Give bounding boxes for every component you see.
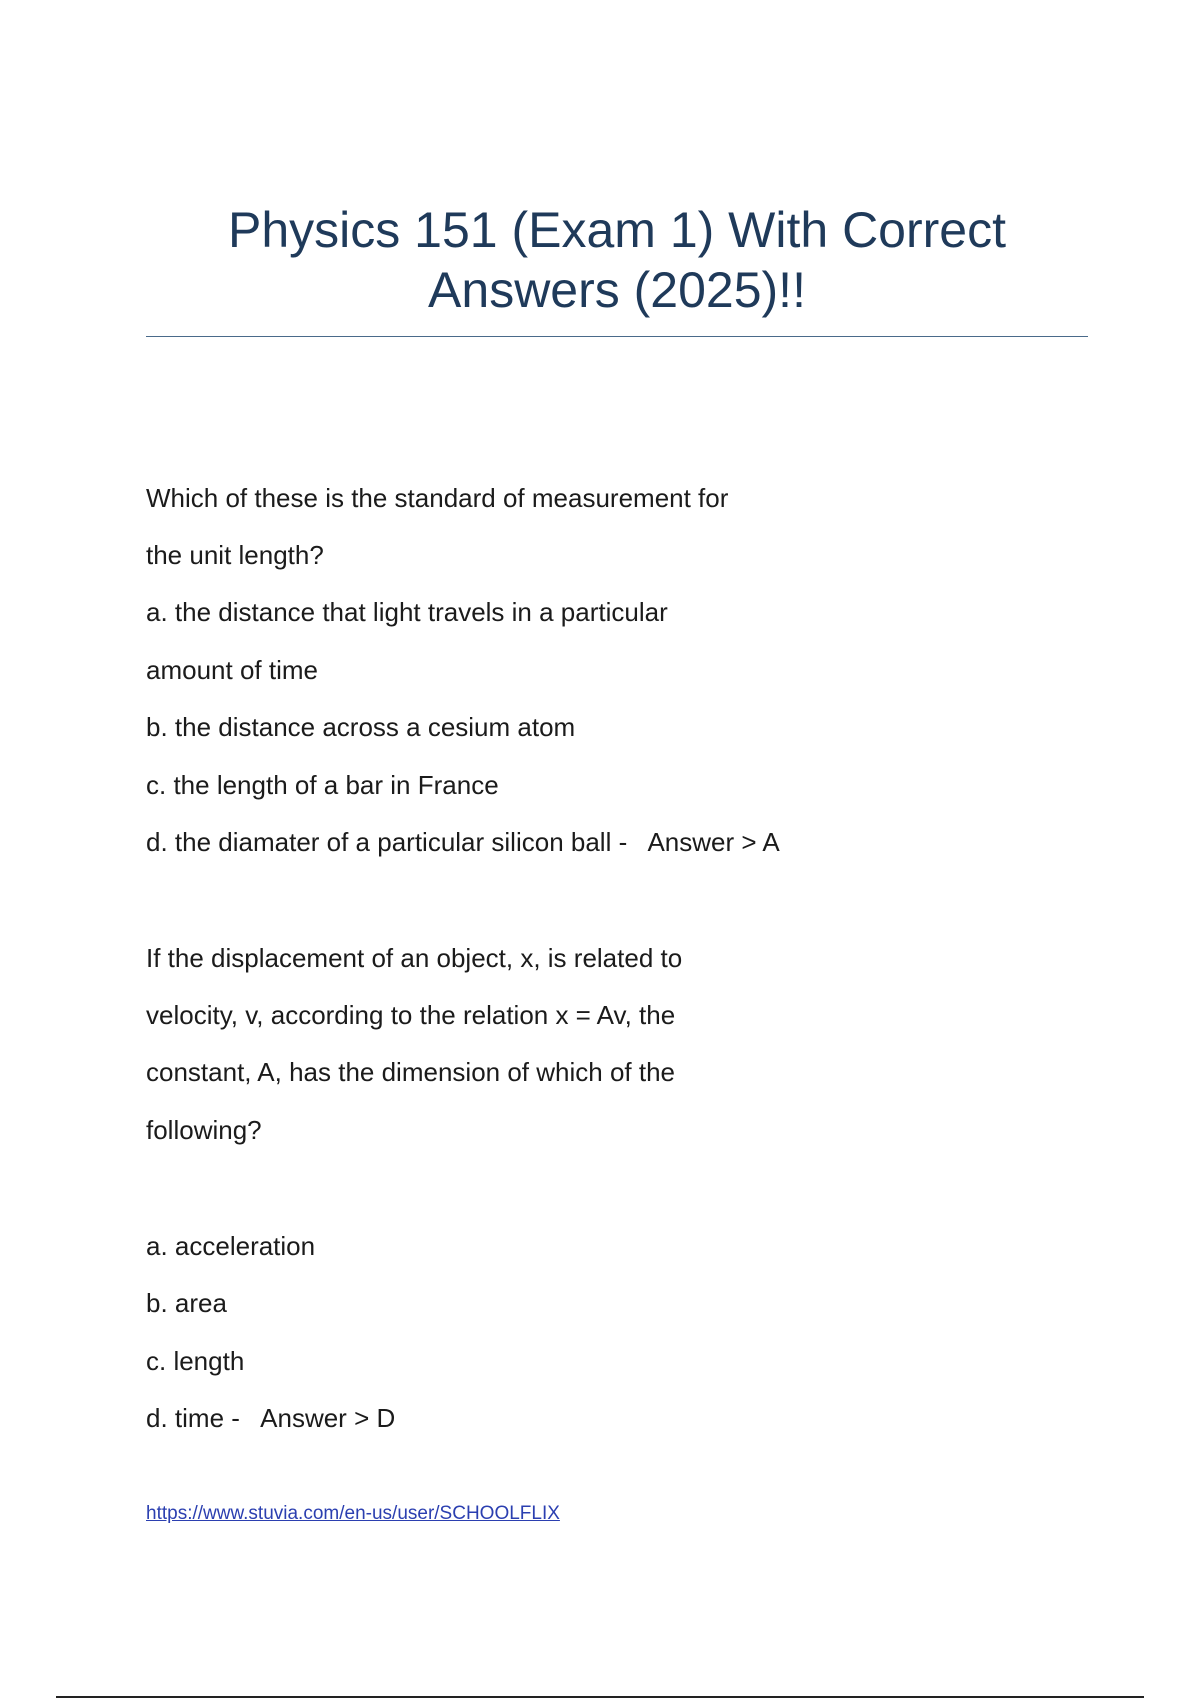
question-2-option-c: c. length [146, 1346, 245, 1376]
question-2-line-2: velocity, v, according to the relation x = Av, the [146, 1000, 676, 1030]
question-1-option-c: c. the length of a bar in France [146, 770, 499, 800]
title-line-2: Answers (2025)!! [428, 262, 806, 318]
footer-rule [56, 1696, 1144, 1698]
question-2-option-a: a. acceleration [146, 1231, 316, 1261]
question-2-option-d-answer: d. time - Answer > D [146, 1403, 396, 1433]
question-2-option-b: b. area [146, 1288, 227, 1318]
source-link[interactable]: https://www.stuvia.com/en-us/user/SCHOOLFLIX [146, 1503, 560, 1524]
question-1-option-a: a. the distance that light travels in a particular [146, 597, 668, 627]
question-2-line-4: following? [146, 1115, 262, 1145]
document-title [146, 200, 1088, 320]
question-1-line-1: Which of these is the standard of measurement for [146, 483, 729, 513]
title-block [146, 200, 1088, 320]
question-2-line-3: constant, A, has the dimension of which of the [146, 1057, 675, 1087]
question-1-option-b: b. the distance across a cesium atom [146, 712, 576, 742]
question-1-line-2: the unit length? [146, 540, 324, 570]
question-2-line-1: If the displacement of an object, x, is related to [146, 943, 683, 973]
question-1-option-a-cont: amount of time [146, 655, 318, 685]
question-1-option-d-answer: d. the diamater of a particular silicon ball - Answer > A [146, 827, 780, 857]
title-line-1: Physics 151 (Exam 1) With Correct [228, 202, 1006, 258]
title-underline [146, 336, 1088, 337]
